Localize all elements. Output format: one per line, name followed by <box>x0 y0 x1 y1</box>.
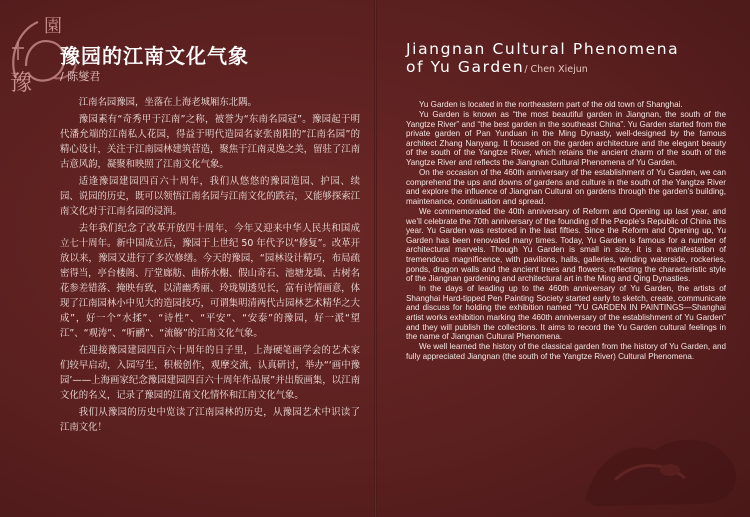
chinese-paragraph: 豫园素有“奇秀甲于江南”之称，被誉为“东南名园冠”。豫园起于明代潘允端的江南私人花园，得益于明代造园名家张南阳的“江南名园”的精心设计，关注于江南园林建筑营造，聚焦于江南灵逸之美，留驻了江南古意风韵，凝聚和映照了江南文化气象。 <box>60 114 361 170</box>
english-paragraph: We well learned the history of the classical garden from the history of Yu Garden, and fully appreciated Jiangnan (the south of the Yangtze River) Cultural Phenomena. <box>406 342 726 361</box>
garden-rock-watermark <box>575 400 745 510</box>
chinese-title: 豫园的江南文化气象 <box>60 44 249 68</box>
english-author: / Chen Xiejun <box>524 64 588 75</box>
english-paragraph: Yu Garden is located in the northeastern part of the old town of Shanghai. <box>418 100 683 109</box>
chinese-paragraph: 我们从豫园的历史中览读了江南园林的历史，从豫园艺术中识读了江南文化！ <box>60 407 360 433</box>
chinese-paragraph: 江南名园豫园，坐落在上海老城厢东北隅。 <box>78 97 257 108</box>
english-article-body <box>406 100 726 362</box>
logo-char-yu: 豫 <box>10 71 33 96</box>
english-paragraph: We commemorated the 40th anniversary of Reform and Opening up last year, and we’ll celebrate the 70th anniversary of the founding of the People’s Republic of China this year. Yu Garden was restored in the last fifties. Since the Reform and Opening up, Yu Garden has been renovated many times. Today, Yu Garden is famous for a number of architectural marvels. Though Yu Garden is small in size, it is a manifestation of tremendous magnificence, with pavilions, halls, galleries, winding waterside, rockeries, ponds, dragon walls and the ancient trees and flowers, reflecting the characteristic style of the Jiangnan gardening and architectural art in the Ming and Qing Dynasties. <box>406 207 726 284</box>
logo-char-yuan: 園 <box>44 16 62 37</box>
english-paragraph: Yu Garden is known as “the most beautiful garden in Jiangnan, the south of the Yangtze River” and “the best garden in the southeast China”. Yu Garden started from the private garden of Pan Yunduan in the Ming Dynasty, well-designed by the famous architect Zhang Nanyang. It focused on the garden architecture and the elegant beauty of the south of the Yangtze River, which retains the ancient charm of the south of the Yangtze River and reflects the Jiangnan Cultural Phenomena of Yu Garden. <box>406 110 726 168</box>
english-paragraph: In the days of leading up to the 460th anniversary of Yu Garden, the artists of Shanghai Hard-tipped Pen Painting Society started early to sketch, create, communicate and discuss for holding the exhibition named “YU GARDEN IN PAINTINGS—Shanghai artist works exhibition marking the 460th anniversary of the establishment of Yu Garden” and they will publish the collections. It aims to record the Yu Garden cultural feelings in the name of Jiangnan Cultural Phenomena. <box>406 284 726 342</box>
english-title <box>406 40 679 79</box>
chinese-paragraph: 适逢豫园建园四百六十周年，我们从悠悠的豫园造园、护园、续园、说园的历史，既可以领悟江南名园与江南文化的跌宕，又能够探索江南文化对于江南名园的浸润。 <box>60 176 361 217</box>
chinese-author: / 陈燮君 <box>60 70 101 83</box>
chinese-paragraph: 在迎接豫园建园四百六十周年的日子里，上海硬笔画学会的艺术家们较早启动，入园写生，积极创作，观摩交流，认真研讨，举办“‘画中豫园’——上海画家纪念豫园建园四百六十周年作品展”并出版画集，以江南文化的名义，记录了豫园的江南文化情怀和江南文化气象。 <box>60 345 360 401</box>
chinese-paragraph: 去年我们纪念了改革开放四十周年，今年又迎来中华人民共和国成立七十周年。新中国成立后，豫园于上世纪 50 年代予以“修复”。改革开放以来，豫园又进行了多次修缮。今天的豫园，“园林设计精巧，布局疏密得当，亭台楼阁、厅堂廊舫、曲桥水榭、假山奇石、池塘龙墙、古树名花参差错落、掩映有致，以清幽秀丽、玲珑剔透见长，富有诗情画意，体现了江南园林小中见大的造园技巧，可谓集明清两代古园林艺术精华之大成”，好一个“水揉”、“诗性”、“平安”、“安泰”的豫园，好一派“望江”、“观涛”、“听鹂”、“流觞”的江南文化气象。 <box>60 223 361 339</box>
english-title-line2: of Yu Garden <box>406 58 525 76</box>
page-gutter <box>374 0 377 517</box>
english-title-line1: Jiangnan Cultural Phenomena <box>406 40 680 58</box>
english-paragraph: On the occasion of the 460th anniversary of the establishment of Yu Garden, we can comprehend the ups and downs of gardens and culture in the south of the Yangtze River and explore the influence of Jiangnan Cultural on gardens through the garden’s building, maintenance, continuation and spread. <box>406 168 726 206</box>
chinese-article-body <box>60 95 360 437</box>
